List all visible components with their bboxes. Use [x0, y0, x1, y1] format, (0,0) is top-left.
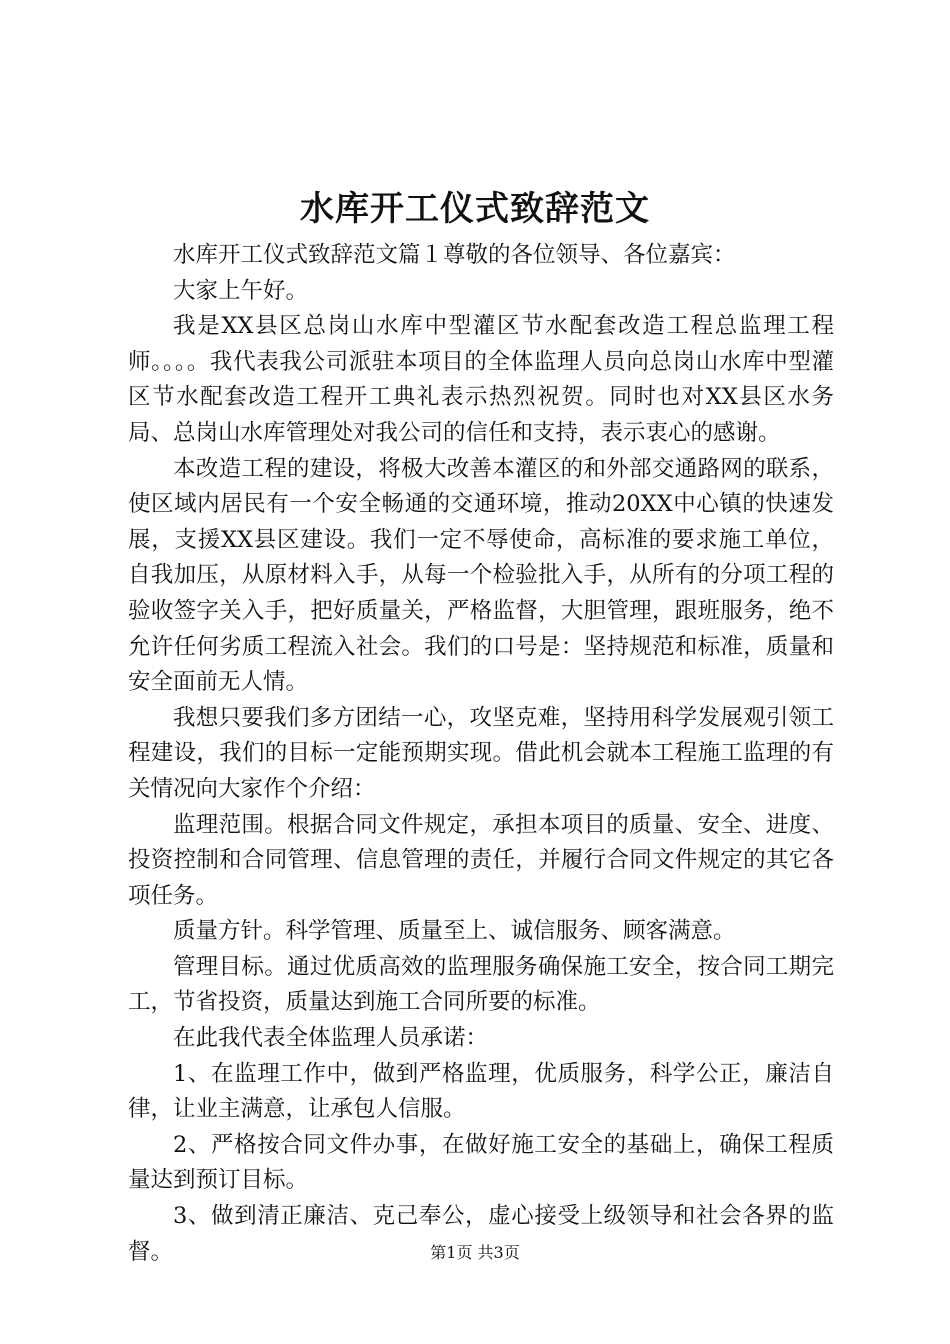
paragraph-unity: 我想只要我们多方团结一心，攻坚克难，坚持用科学发展观引领工程建设，我们的目标一定能预期实现。借此机会就本工程施工监理的有关情况向大家作个介绍： [128, 704, 834, 802]
document-title: 水库开工仪式致辞范文 [300, 189, 650, 229]
page-footer: 第1页 共3页 [430, 1243, 520, 1262]
paragraph-commitment-intro: 在此我代表全体监理人员承诺： [173, 1025, 489, 1052]
document-body [128, 238, 834, 1270]
paragraph-commitment-1: 1、在监理工作中，做到严格监理，优质服务，科学公正，廉洁自律，让业主满意，让承包人信服。 [128, 1060, 834, 1123]
paragraph-good-morning: 大家上午好。 [173, 277, 309, 304]
paragraph-supervision-scope: 监理范围。根据合同文件规定，承担本项目的质量、安全、进度、投资控制和合同管理、信息管理的责任，并履行合同文件规定的其它各项任务。 [128, 811, 834, 909]
paragraph-management-goal: 管理目标。通过优质高效的监理服务确保施工安全，按合同工期完工，节省投资，质量达到施工合同所要的标准。 [128, 953, 834, 1016]
paragraph-commitment-2: 2、严格按合同文件办事，在做好施工安全的基础上，确保工程质量达到预订目标。 [128, 1131, 834, 1194]
paragraph-commitment-3: 3、做到清正廉洁、克己奉公，虚心接受上级领导和社会各界的监督。 [128, 1203, 834, 1265]
paragraph-project-benefits: 本改造工程的建设，将极大改善本灌区的和外部交通路网的联系，使区域内居民有一个安全畅通的交通环境，推动20XX中心镇的快速发展，支援XX县区建设。我们一定不辱使命，高标准的要求施工单位，自我加压，从原材料入手，从每一个检验批入手，从所有的分项工程的验收签字关入手，把好质量关，严格监督，大胆管理，跟班服务，绝不允许任何劣质工程流入社会。我们的口号是：坚持规范和标准，质量和安全面前无人情。 [128, 455, 834, 696]
paragraph-introduction: 我是XX县区总岗山水库中型灌区节水配套改造工程总监理工程师。。。。我代表我公司派驻本项目的全体监理人员向总岗山水库中型灌区节水配套改造工程开工典礼表示热烈祝贺。同时也对XX县区水务局、总岗山水库管理处对我公司的信任和支持，表示衷心的感谢。 [128, 313, 834, 446]
paragraph-greeting: 水库开工仪式致辞范文篇１尊敬的各位领导、各位嘉宾： [173, 242, 736, 268]
paragraph-quality-policy: 质量方针。科学管理、质量至上、诚信服务、顾客满意。 [173, 918, 736, 945]
